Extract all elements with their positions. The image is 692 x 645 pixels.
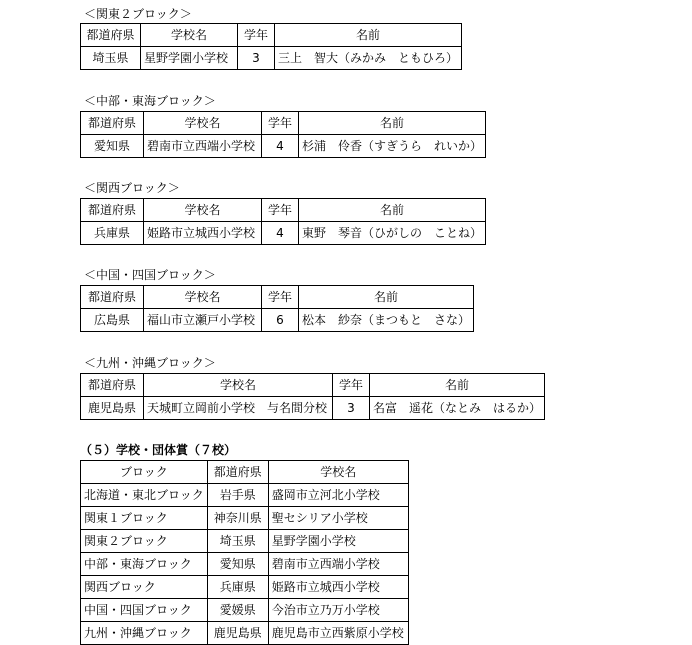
block-title-chugoku-shikoku: ＜中国・四国ブロック＞ [84,268,216,282]
cell-school: 天城町立岡前小学校 与名間分校 [144,397,333,420]
table-row [81,222,486,245]
cell-school: 星野学園小学校 [141,47,238,70]
cell-prefecture: 愛知県 [81,135,144,158]
header-school: 学校名 [144,286,262,309]
header-grade: 学年 [262,199,299,222]
header-prefecture: 都道府県 [81,199,144,222]
awards-section-title: （５）学校・団体賞（７校） [80,443,237,457]
cell-prefecture: 広島県 [81,309,144,332]
header-grade: 学年 [333,374,370,397]
winner-table-kyushu-okinawa [80,373,545,420]
header-prefecture: 都道府県 [81,374,144,397]
cell-school: 碧南市立西端小学校 [268,553,408,576]
table-row [81,484,409,507]
table-header-row [81,199,486,222]
cell-school: 福山市立瀬戸小学校 [144,309,262,332]
cell-block: 中部・東海ブロック [81,553,208,576]
header-grade: 学年 [262,112,299,135]
header-school: 学校名 [144,199,262,222]
table-row [81,553,409,576]
cell-prefecture: 鹿児島県 [207,622,268,645]
cell-name: 杉浦 伶香（すぎうら れいか） [299,135,486,158]
table-row [81,135,486,158]
winner-table-chugoku-shikoku [80,285,474,332]
cell-grade: 3 [333,397,370,420]
cell-prefecture: 兵庫県 [81,222,144,245]
cell-grade: 6 [262,309,299,332]
cell-prefecture: 埼玉県 [207,530,268,553]
block-title-kanto2: ＜関東２ブロック＞ [84,7,192,21]
table-row [81,397,545,420]
header-prefecture: 都道府県 [81,24,141,47]
table-row [81,47,462,70]
header-name: 名前 [275,24,462,47]
winner-table-kansai [80,198,486,245]
cell-school: 碧南市立西端小学校 [144,135,262,158]
cell-block: 関東２ブロック [81,530,208,553]
table-row [81,530,409,553]
cell-school: 盛岡市立河北小学校 [268,484,408,507]
cell-prefecture: 埼玉県 [81,47,141,70]
winner-table-kanto2 [80,23,462,70]
cell-grade: 4 [262,222,299,245]
block-title-chubu-tokai: ＜中部・東海ブロック＞ [84,94,216,108]
header-name: 名前 [299,199,486,222]
header-grade: 学年 [238,24,275,47]
cell-prefecture: 愛知県 [207,553,268,576]
cell-block: 関西ブロック [81,576,208,599]
cell-prefecture: 岩手県 [207,484,268,507]
table-row [81,309,474,332]
cell-name: 名富 遥花（なとみ はるか） [370,397,545,420]
cell-prefecture: 鹿児島県 [81,397,144,420]
block-title-kansai: ＜関西ブロック＞ [84,181,180,195]
cell-school: 鹿児島市立西紫原小学校 [268,622,408,645]
awards-table [80,460,409,645]
cell-block: 中国・四国ブロック [81,599,208,622]
table-row [81,576,409,599]
cell-grade: 3 [238,47,275,70]
header-school: 学校名 [144,374,333,397]
table-header-row [81,24,462,47]
header-block: ブロック [81,461,208,484]
table-header-row [81,461,409,484]
cell-prefecture: 愛媛県 [207,599,268,622]
cell-school: 星野学園小学校 [268,530,408,553]
table-header-row [81,374,545,397]
header-prefecture: 都道府県 [207,461,268,484]
table-header-row [81,286,474,309]
header-prefecture: 都道府県 [81,112,144,135]
winner-table-chubu-tokai [80,111,486,158]
table-row [81,599,409,622]
header-name: 名前 [370,374,545,397]
cell-name: 東野 琴音（ひがしの ことね） [299,222,486,245]
header-school: 学校名 [141,24,238,47]
table-header-row [81,112,486,135]
table-row [81,622,409,645]
cell-block: 九州・沖縄ブロック [81,622,208,645]
cell-name: 松本 紗奈（まつもと さな） [299,309,474,332]
cell-prefecture: 神奈川県 [207,507,268,530]
cell-block: 関東１ブロック [81,507,208,530]
cell-name: 三上 智大（みかみ ともひろ） [275,47,462,70]
header-grade: 学年 [262,286,299,309]
cell-block: 北海道・東北ブロック [81,484,208,507]
cell-grade: 4 [262,135,299,158]
cell-prefecture: 兵庫県 [207,576,268,599]
cell-school: 姫路市立城西小学校 [268,576,408,599]
header-name: 名前 [299,286,474,309]
cell-school: 今治市立乃万小学校 [268,599,408,622]
header-school: 学校名 [144,112,262,135]
cell-school: 姫路市立城西小学校 [144,222,262,245]
header-prefecture: 都道府県 [81,286,144,309]
header-name: 名前 [299,112,486,135]
header-school: 学校名 [268,461,408,484]
block-title-kyushu-okinawa: ＜九州・沖縄ブロック＞ [84,356,216,370]
table-row [81,507,409,530]
cell-school: 聖セシリア小学校 [268,507,408,530]
